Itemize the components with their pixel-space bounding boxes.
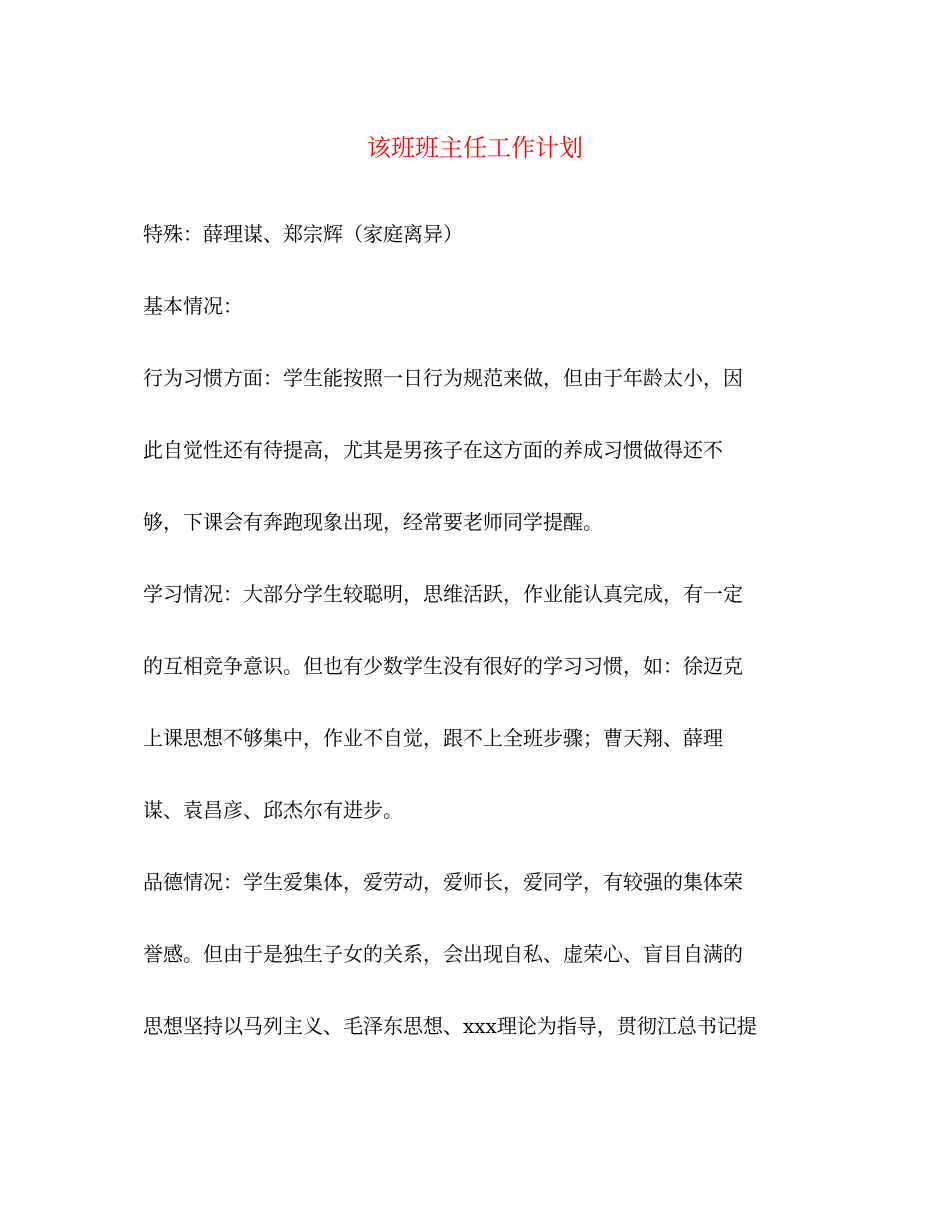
- paragraph-line: 行为习惯方面：学生能按照一日行为规范来做，但由于年龄太小，因: [143, 366, 743, 390]
- special-students-line: 特殊：薛理谋、郑宗辉（家庭离异）: [143, 222, 463, 246]
- document-title: 该班班主任工作计划: [367, 134, 583, 162]
- paragraph-line: 思想坚持以马列主义、毛泽东思想、xxx理论为指导，贯彻江总书记提: [143, 1014, 757, 1038]
- paragraph-line: 谋、袁昌彦、邱杰尔有进步。: [143, 798, 403, 822]
- paragraph-line: 此自觉性还有待提高，尤其是男孩子在这方面的养成习惯做得还不: [143, 438, 723, 462]
- paragraph-line: 学习情况：大部分学生较聪明，思维活跃，作业能认真完成，有一定: [143, 582, 743, 606]
- paragraph-line: 誉感。但由于是独生子女的关系，会出现自私、虚荣心、盲目自满的: [143, 942, 743, 966]
- paragraph-line: 品德情况：学生爱集体，爱劳动，爱师长，爱同学，有较强的集体荣: [143, 870, 743, 894]
- basic-situation-heading: 基本情况：: [143, 294, 243, 318]
- paragraph-line: 的互相竞争意识。但也有少数学生没有很好的学习习惯，如：徐迈克: [143, 654, 743, 678]
- paragraph-line: 够，下课会有奔跑现象出现，经常要老师同学提醒。: [143, 510, 603, 534]
- paragraph-line: 上课思想不够集中，作业不自觉，跟不上全班步骤；曹天翔、薛理: [143, 726, 723, 750]
